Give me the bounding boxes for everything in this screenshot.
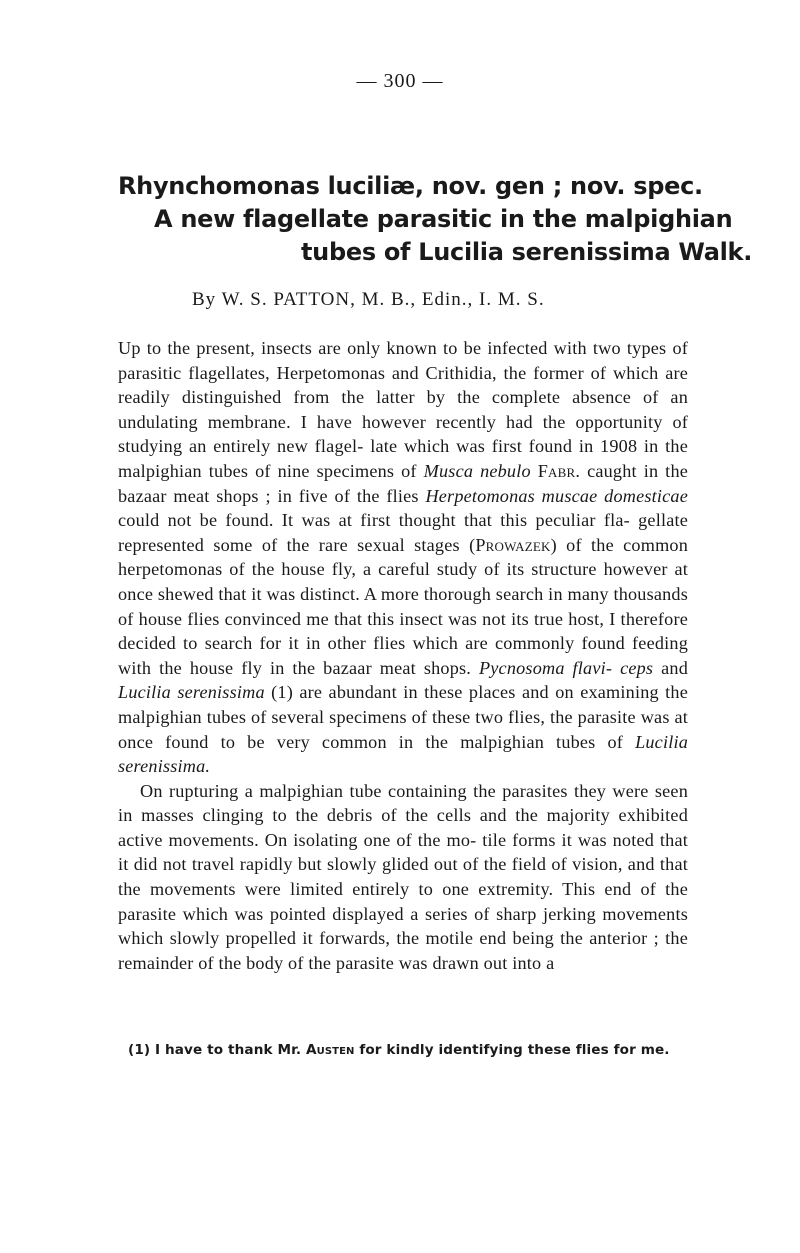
article-body bbox=[118, 336, 688, 975]
species-herpetomonas: Herpetomonas muscae domesticae bbox=[425, 485, 688, 506]
author-byline: By W. S. PATTON, M. B., Edin., I. M. S. bbox=[192, 289, 545, 310]
paragraph-1-part-1: Up to the present, insects are only known to be infected with two types of parasitic flagellates, Herpetomonas and Crithidia, the former of which are readily distinguished from the latter by the complete absence of an undulating membrane. I have however recently had the opportunity of studying an entirely new flagel- late which was first found in 1908 in the malpighian tubes of nine specimens of bbox=[118, 338, 688, 481]
species-pycnosoma: Pycnosoma flavi- ceps bbox=[478, 657, 654, 678]
title-line-3: tubes of Lucilia serenissima Walk. bbox=[301, 238, 753, 266]
species-lucilia-2: Lucilia serenissima. bbox=[118, 731, 688, 777]
paragraph-1-part-6: (1) are abundant in these places and on examining the malpighian tubes of several specimens of these two flies, the parasite was at once found to be very common in the malpighian tubes of bbox=[118, 682, 688, 752]
article-title bbox=[118, 170, 753, 269]
paragraph-1-part-3: could not be found. It was at first thought that this peculiar fla- gellate represented some of the rare sexual stages ( bbox=[118, 510, 688, 555]
paragraph-1-part-2: caught in the bazaar meat shops ; in five of the flies bbox=[118, 460, 689, 506]
paragraph-1 bbox=[118, 336, 688, 779]
footnote bbox=[128, 1041, 698, 1059]
footnote-part-1: (1) I have to thank Mr. bbox=[128, 1042, 307, 1058]
species-lucilia: Lucilia serenissima bbox=[118, 682, 265, 703]
page-number: — 300 — bbox=[356, 70, 444, 92]
author-prowazek: Prowazek bbox=[475, 534, 551, 555]
species-musca-nebulo: Musca nebulo bbox=[423, 460, 531, 481]
title-line-2: A new flagellate parasitic in the malpighian bbox=[154, 205, 733, 233]
footnote-name: Austen bbox=[306, 1042, 355, 1058]
paragraph-1-part-4: ) of the common herpetomonas of the house fly, a careful study of its structure however at once shewed that it was distinct. A more thorough search in many thousands of house flies convinced me that this insect was not its true host, I therefore decided to search for it in other flies which are commonly found feeding with the house fly in the bazaar meat shops. bbox=[118, 534, 688, 678]
author-fabr: Fabr. bbox=[537, 460, 581, 481]
paragraph-2: On rupturing a malpighian tube containing the parasites they were seen in masses clinging to the debris of the cells and the majority exhibited active movements. On isolating one of the mo- tile forms it was noted that it did not travel rapidly but slowly glided out of the field of vision, and that the movements were limited entirely to one extremity. This end of the parasite which was pointed displayed a series of sharp jerking movements which slowly propelled it forwards, the motile end being the anterior ; the remainder of the body of the parasite was drawn out into a bbox=[118, 780, 688, 973]
paragraph-1-part-5: and bbox=[653, 657, 688, 678]
title-line-1: Rhynchomonas luciliæ, nov. gen ; nov. spec. bbox=[118, 172, 703, 200]
footnote-part-2: for kindly identifying these flies for me. bbox=[354, 1042, 670, 1058]
